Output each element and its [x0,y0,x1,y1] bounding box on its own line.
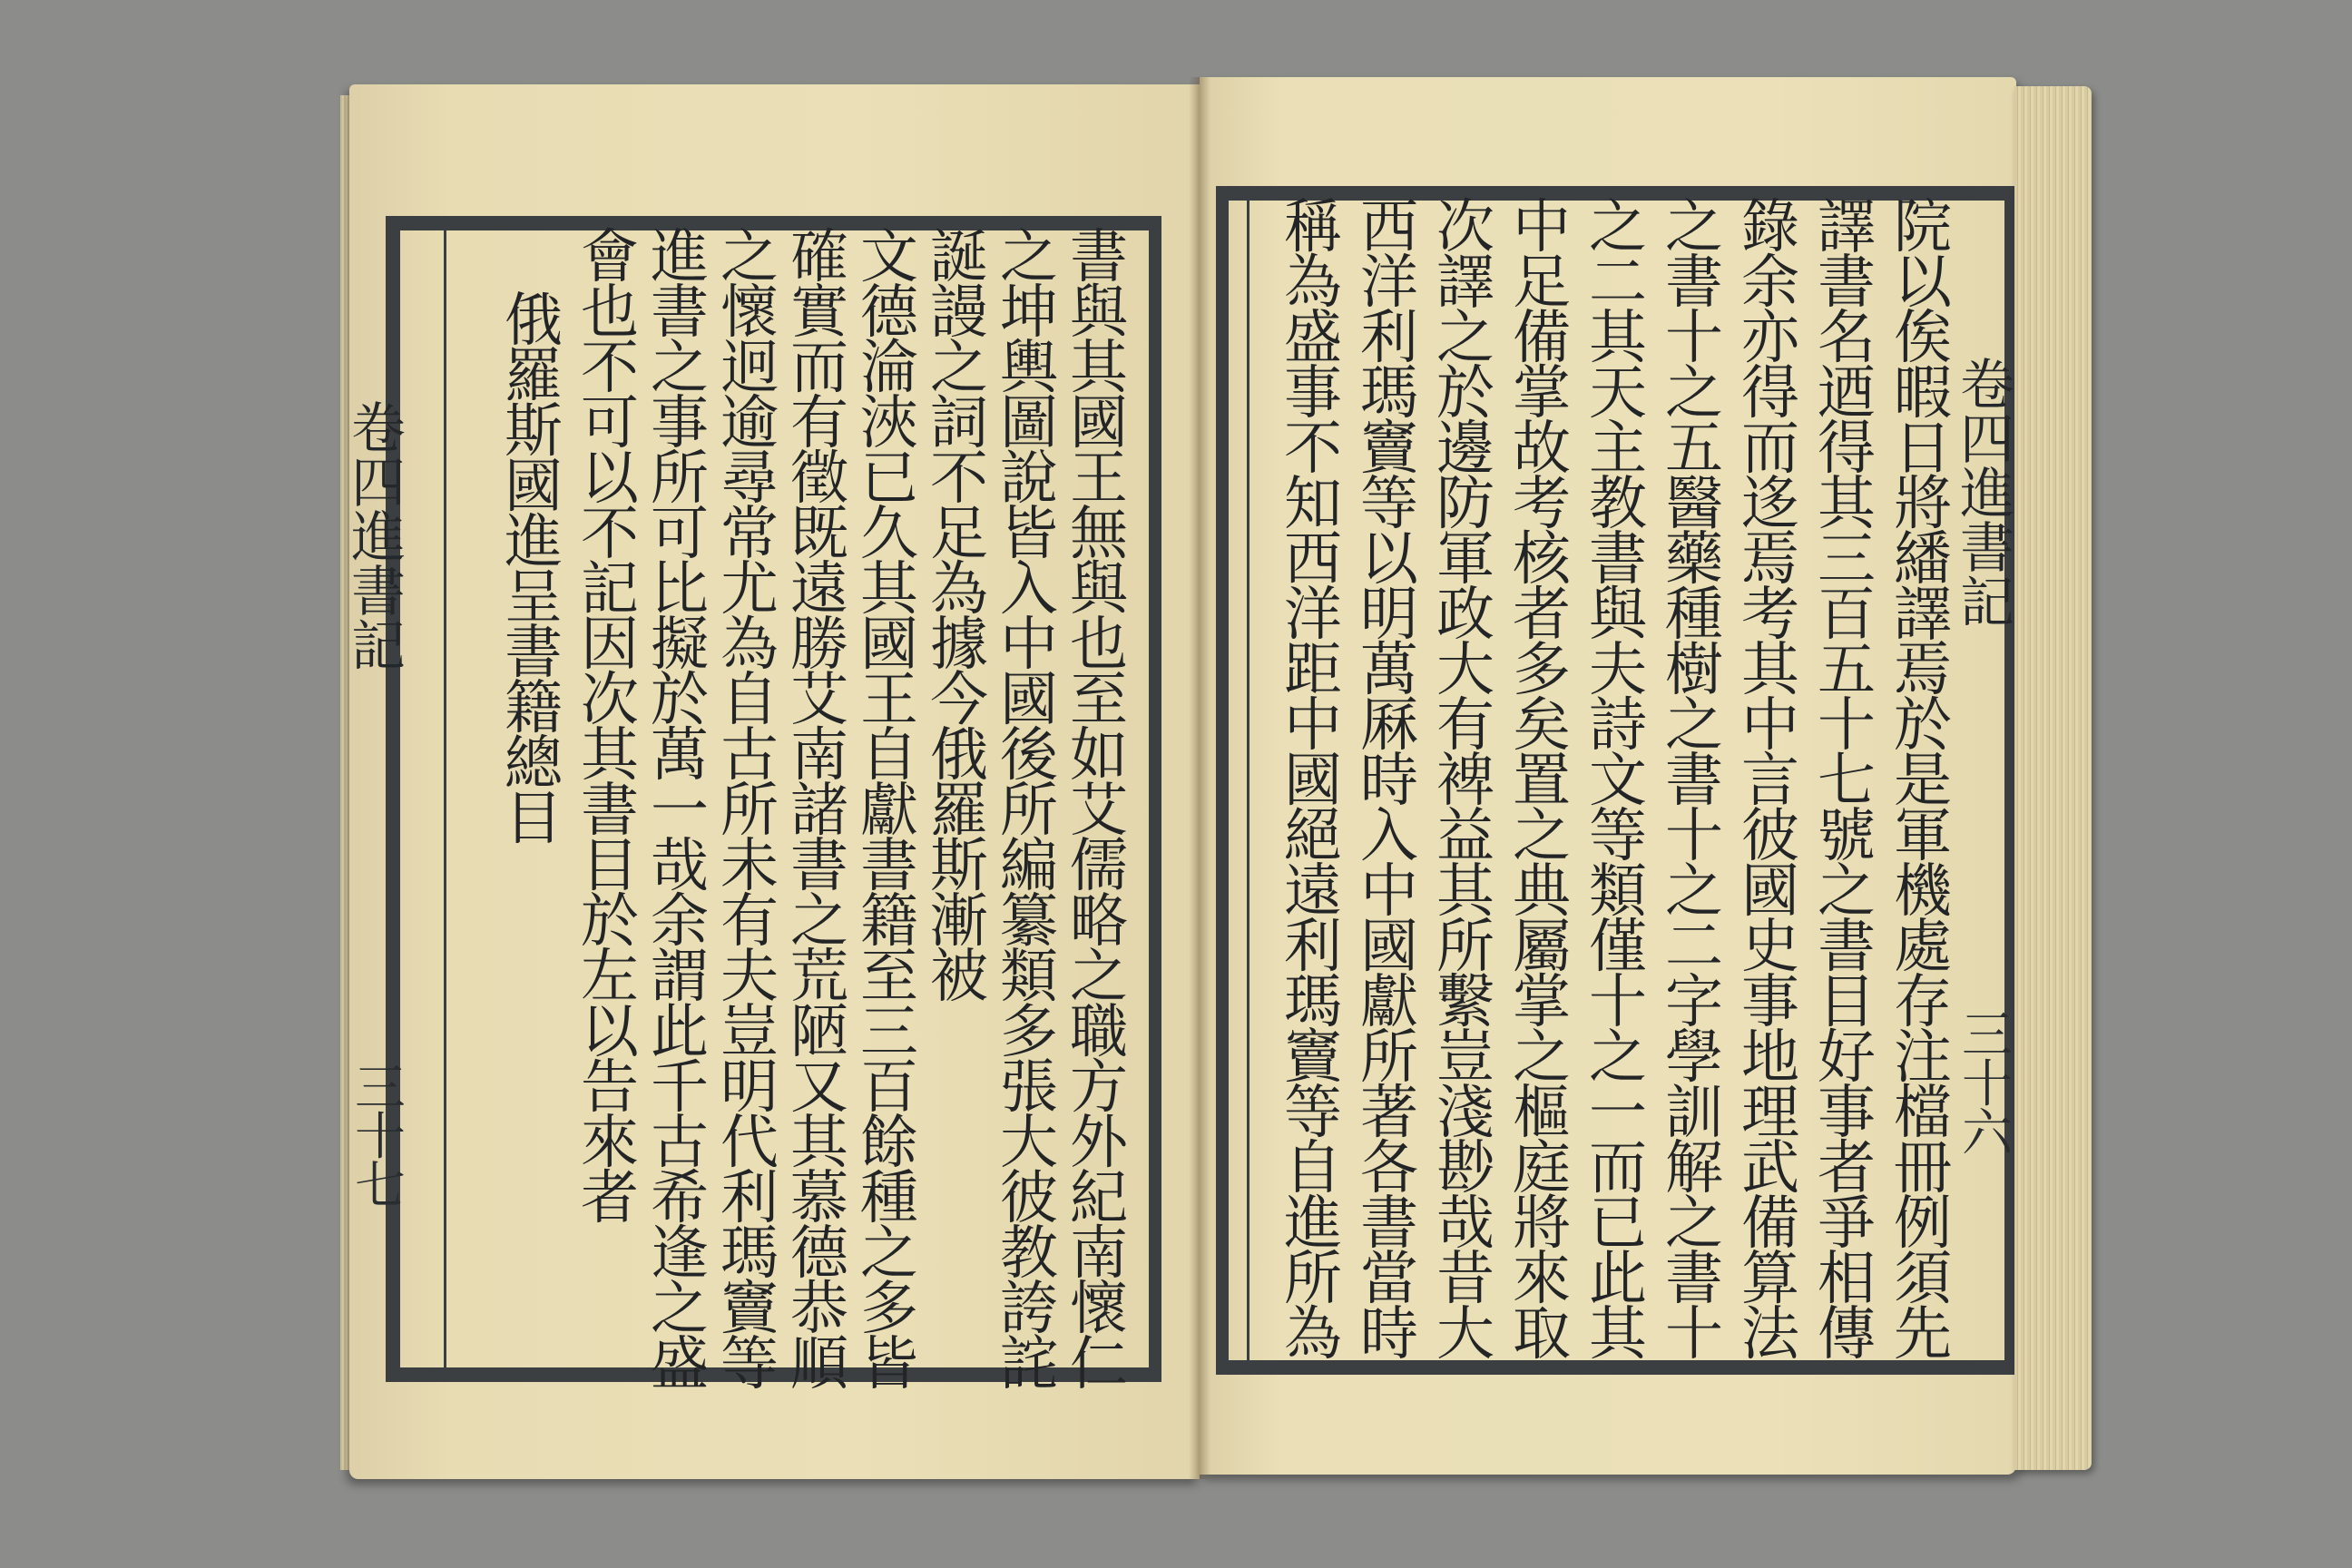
left-col-2: 之坤輿圖說皆入中國後所編纂類多張大彼教誇詫 [1000,224,1058,1398]
right-inner-rule [1247,201,1250,1360]
right-folio: 三十六 [1962,1006,2013,1163]
left-col-3: 誕謾之詞不足為據今俄羅斯漸被 [930,224,988,1011]
right-col-3: 錄余亦得而迻焉考其中言彼國史事地理武備算法 [1741,194,1799,1368]
left-col-7: 進書之事所可比擬於萬一哉余謂此千古希逢之盛 [651,224,709,1398]
right-col-9: 稱為盛事不知西洋距中國絕遠利瑪竇等自進所為 [1284,194,1342,1368]
left-margin-title: 卷四 進書記 [351,397,406,679]
left-col-1: 書與其國王無與也至如艾儒略之職方外紀南懷仁 [1070,224,1128,1398]
book-gutter [1189,77,1210,1479]
right-col-6: 中足備掌故考核者多矣置之典屬掌之樞庭將來取 [1513,194,1571,1368]
right-col-5: 之二其天主教書與夫詩文等類僅十之一而已此其 [1589,194,1647,1368]
right-col-7: 次譯之於邊防軍政大有裨益其所繫豈淺尠哉昔大 [1436,194,1494,1368]
left-col-9-heading: 俄羅斯國進呈書籍總目 [505,288,563,853]
left-col-5: 確實而有徵既遠勝艾南諸書之荒陋又其慕德恭順 [790,224,848,1398]
left-col-4: 文德淪浹已久其國王自獻書籍至三百餘種之多皆 [860,224,918,1398]
right-page-frame [1216,186,2019,1375]
right-page-edges [2014,86,2092,1470]
right-col-1: 院以俟暇日將繙譯焉於是軍機處存注檔冊例須先 [1894,194,1952,1368]
left-page [349,84,1200,1479]
right-col-4: 之書十之五醫藥種樹之書十之二字學訓解之書十 [1665,194,1723,1368]
left-page-frame [386,216,1161,1398]
left-col-6: 之懷迥逾尋常尤為自古所未有夫豈明代利瑪竇等 [720,224,779,1398]
open-book [349,77,2096,1488]
left-col-8: 會也不可以不記因次其書目於左以告來者 [581,224,639,1232]
left-inner-rule [444,230,446,1367]
right-page [1200,77,2016,1475]
left-folio: 三十七 [355,1059,406,1216]
right-col-8: 西洋利瑪竇等以明萬厤時入中國獻所著各書當時 [1360,194,1418,1368]
right-margin-title: 卷四 進書記 [1960,354,2014,635]
right-col-2: 譯書名迺得其三百五十七號之書目好事者爭相傳 [1818,194,1876,1368]
